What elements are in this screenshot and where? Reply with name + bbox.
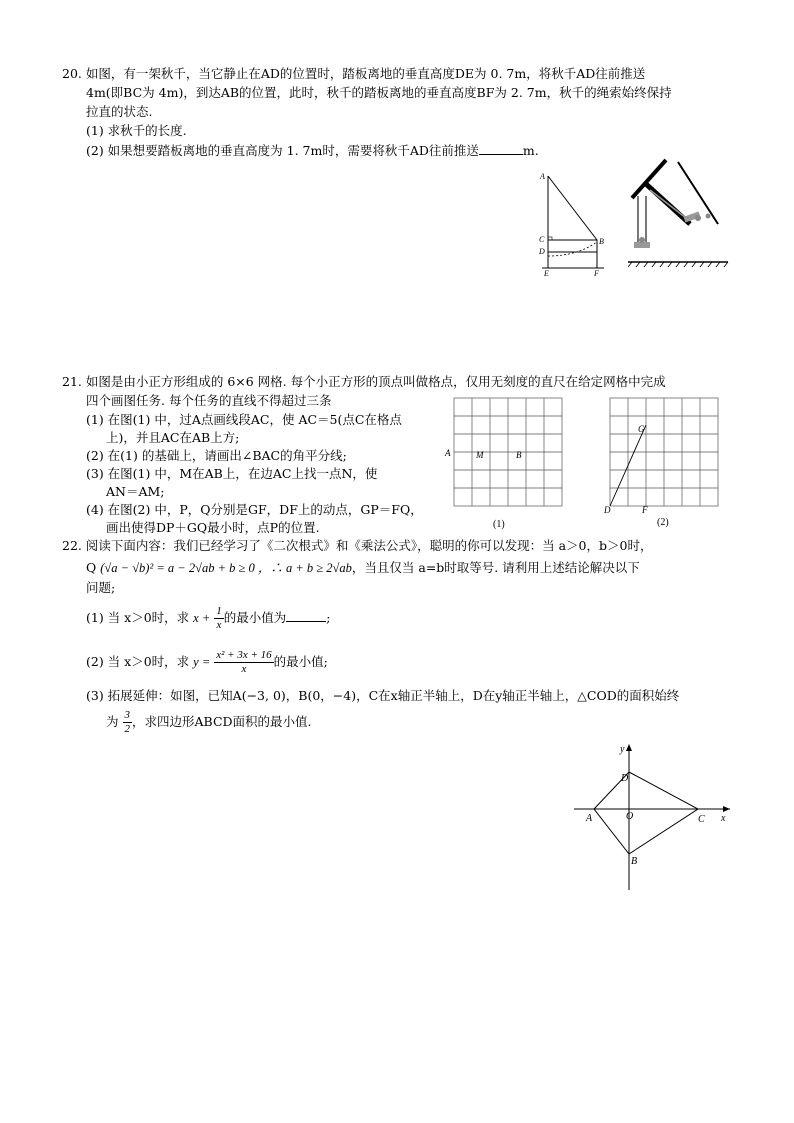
- q22-p3-num: 3: [124, 709, 130, 721]
- q22-p2-expr: y =: [193, 655, 211, 669]
- q22-label-y: y: [620, 744, 625, 755]
- q22-p2-fraction: [214, 649, 273, 676]
- q20-label-C: C: [539, 235, 545, 244]
- q22-part3a: (3) 拓展延伸：如图，已知A(−3, 0)，B(0，−4)，C在x轴正半轴上，D在y轴正半轴上，△COD的面积始终: [86, 688, 680, 703]
- q21-task4b: 画出使得DP＋GQ最小时，点P的位置.: [106, 520, 320, 535]
- q21-fig1-label-M: M: [476, 450, 484, 460]
- q20-answer-blank[interactable]: [479, 142, 523, 155]
- q22-p1-fraction: [214, 605, 224, 632]
- q22-p1-post: 的最小值为: [223, 610, 287, 625]
- q22-line2-post: ，当且仅当 a=b时取等号. 请利用上述结论解决以下: [351, 560, 640, 575]
- q21-task4a: (4) 在图(2) 中，P，Q分别是GF，DF上的动点，GP＝FQ，: [86, 502, 423, 517]
- q21-grid-2: [598, 394, 723, 514]
- q21-line2: 四个画图任务. 每个任务的直线不得超过三条: [86, 393, 332, 408]
- q20-line1: 20. 如图，有一架秋千，当它静止在AD的位置时，踏板离地的垂直高度DE为 0. 7m，将秋千AD往前推送: [62, 66, 646, 81]
- q22-p3b-post: ，求四边形ABCD面积的最小值.: [132, 714, 312, 729]
- q21-grid-1: [440, 394, 570, 509]
- q22-p1-den: x: [216, 619, 222, 631]
- q22-p3-den: 2: [124, 723, 130, 735]
- q22-inequality: (√a − √b)² = a − 2√ab + b ≥ 0 ，∴ a + b ≥ 2√ab: [100, 561, 352, 575]
- q22-p1-pre: (1) 当 x＞0时，求: [86, 610, 190, 625]
- q22-p2-post: 的最小值;: [273, 654, 328, 669]
- q21-fig2-label-D: D: [604, 505, 611, 514]
- q22-line2-pre: Q: [86, 560, 97, 575]
- q20-label-B: B: [599, 237, 604, 246]
- q22-p2-den: x: [241, 663, 247, 675]
- q22-line1: 22. 阅读下面内容：我们已经学习了《二次根式》和《乘法公式》，聪明的你可以发现：当 a＞0，b＞0时，: [62, 538, 653, 553]
- q20-line2: 4m(即BC为 4m)，到达AB的位置，此时，秋千的踏板离地的垂直高度BF为 2. 7m，秋千的绳索始终保持: [86, 85, 672, 100]
- q22-line2: [86, 560, 640, 576]
- q22-part2: [86, 646, 328, 678]
- q22-label-B: B: [631, 856, 638, 867]
- q20-sub2-unit: m.: [522, 143, 539, 158]
- q21-task3b: AN＝AM;: [106, 484, 165, 499]
- q20-sub2: [86, 142, 539, 159]
- q22-p3-fraction: [123, 709, 133, 736]
- q22-p1-end: ;: [326, 610, 331, 625]
- q20-label-A: A: [540, 172, 545, 181]
- q21-task2: (2) 在(1) 的基础上，请画出∠BAC的角平分线;: [86, 448, 347, 463]
- q21-fig1-label-A: A: [445, 448, 451, 458]
- swing-illustration: [628, 158, 730, 268]
- q22-quadrilateral-diagram: [568, 740, 738, 895]
- q22-p2-num: x² + 3x + 16: [216, 649, 272, 661]
- q22-label-x: x: [721, 813, 726, 824]
- q22-label-A: A: [586, 813, 593, 824]
- q21-fig2-label-F: F: [642, 505, 648, 514]
- q21-fig1-label-B: B: [516, 450, 522, 460]
- q22-part1: [86, 603, 330, 633]
- q22-p3b-pre: 为: [106, 714, 119, 729]
- q22-p2-pre: (2) 当 x＞0时，求: [86, 654, 190, 669]
- q21-line1: 21. 如图是由小正方形组成的 6×6 网格. 每个小正方形的顶点叫做格点，仅用无刻度的直尺在给定网格中完成: [62, 374, 666, 389]
- q20-label-F: F: [594, 269, 599, 278]
- q22-label-C: C: [698, 814, 705, 825]
- q21-task1a: (1) 在图(1) 中，过A点画线段AC，使 AC＝5(点C在格点: [86, 412, 402, 427]
- q20-sub1: (1) 求秋千的长度.: [86, 123, 187, 138]
- q21-fig2-label-G: G: [638, 424, 645, 434]
- q20-line3: 拉直的状态.: [86, 104, 153, 119]
- q20-swing-diagram: [532, 168, 622, 278]
- q20-label-E: E: [544, 269, 549, 278]
- q21-fig1-caption: (1): [493, 519, 505, 530]
- q22-p1-expr: x +: [193, 611, 211, 625]
- q21-task1b: 上)，并且AC在AB上方;: [106, 430, 240, 445]
- q22-label-D: D: [621, 773, 629, 784]
- q22-label-O: O: [626, 811, 634, 822]
- q20-label-D: D: [539, 247, 545, 256]
- q20-sub2-text: (2) 如果想要踏板离地的垂直高度为 1. 7m时，需要将秋千AD往前推送: [86, 143, 479, 158]
- q21-task3a: (3) 在图(1) 中，M在AB上，在边AC上找一点N，使: [86, 466, 378, 481]
- q22-line3: 问题;: [86, 580, 116, 595]
- q21-fig2-caption: (2): [657, 517, 669, 528]
- q22-p1-answer-blank[interactable]: [286, 609, 326, 622]
- q22-part3b: [106, 706, 312, 738]
- q22-p1-num: 1: [216, 605, 222, 617]
